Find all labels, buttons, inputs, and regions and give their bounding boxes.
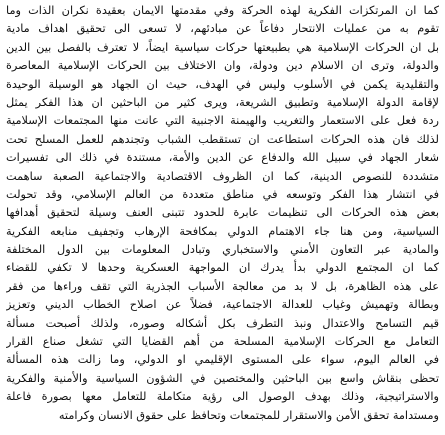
text-line: تحظى بنقاش واسع بين الباحثين والمختصين في الشؤون السياسية والأمنية والفكرية [6,371,439,385]
text-line: بل ان الحركات الإسلامية هي بطبيعتها حركات سياسية ايضاً، لا تعترف بالفصل بين الدين [6,40,439,54]
text-line: شعار الجهاد في سبيل الله والدفاع عن الدين والأمة، مستندة في ذلك الى تفسيرات [6,151,439,165]
text-line: لإقامة الدولة الإسلامية وتطبيق الشريعة، ويرى كثير من الباحثين ان هذا الفكر يمثل [6,95,439,109]
text-line: على هذه الظاهرة، بل لا بد من معالجة الأسباب الجذرية التي تقف وراءها من فقر [6,279,439,293]
text-line: السياسية، ومن هنا جاء الاهتمام الدولي بمكافحة الإرهاب وتجفيف منابعه الفكرية [6,224,439,238]
text-line: ردة فعل على الاستعمار والتغريب والهيمنة الاجنبية التي عانت منها المجتمعات الإسلامية [6,114,439,128]
text-line: في العالم اليوم، سواء على المستوى الإقليمي او الدولي، وما زالت هذه المسألة [6,353,439,367]
text-line: كما ان المجتمع الدولي بدأ يدرك ان المواجهة العسكرية وحدها لا تكفي للقضاء [6,261,439,275]
text-line: والتقليدية يكمن في الأسلوب وليس في الهدف، حيث ان الجهاد هو الوسيلة الوحيدة [6,77,439,91]
text-line: متشددة للنصوص الدينية، كما ان الظروف الاقتصادية والاجتماعية الصعبة ساهمت [6,169,439,183]
text-line: بعض هذه الحركات الى تنظيمات عابرة للحدود تتبنى العنف وسيلة لتحقيق أهدافها [6,206,439,220]
text-line: قيم التسامح والاعتدال ونبذ التطرف بكل أشكاله وصوره، ولذلك أصبحت مسألة [6,316,439,330]
text-line: في انتشار هذا الفكر وتوسعه في مناطق متعددة من العالم الإسلامي، وقد تحولت [6,187,439,201]
text-line: ومستدامة تحقق الأمن والاستقرار للمجتمعات وتحافظ على حقوق الانسان وكرامته [58,408,439,422]
text-line: كما ان المرتكزات الفكرية لهذه الحركة وفي مقدمتها الايمان بعقيدة نكران الذات وما [6,4,439,17]
text-line: التعامل مع الحركات الإسلامية المسلحة من أهم القضايا التي تشغل صناع القرار [6,335,439,349]
text-line: لذلك فان هذه الحركات استطاعت ان تستقطب الشباب وتجندهم للعمل المسلح تحت [6,132,439,146]
text-line: والمادية عبر التعاون الأمني والاستخباري وتبادل المعلومات بين الدول المختلفة [6,243,439,257]
text-line: وبطالة وتهميش وغياب للعدالة الاجتماعية، فضلاً عن اصلاح الخطاب الديني وتعزيز [6,298,439,312]
text-line: تقوم به من عمليات الانتحار دفاعاً عن مبادئهم، لا تسعى الى تحقيق اهداف مادية [6,22,439,36]
text-line: والاستراتيجية، وذلك بهدف الوصول الى رؤية متكاملة للتعامل معها بصورة فاعلة [6,390,439,404]
text-line: والدولة، وترى ان الاسلام دين ودولة، وان الاختلاف بين الحركات الإسلامية المعاصرة [6,59,439,73]
